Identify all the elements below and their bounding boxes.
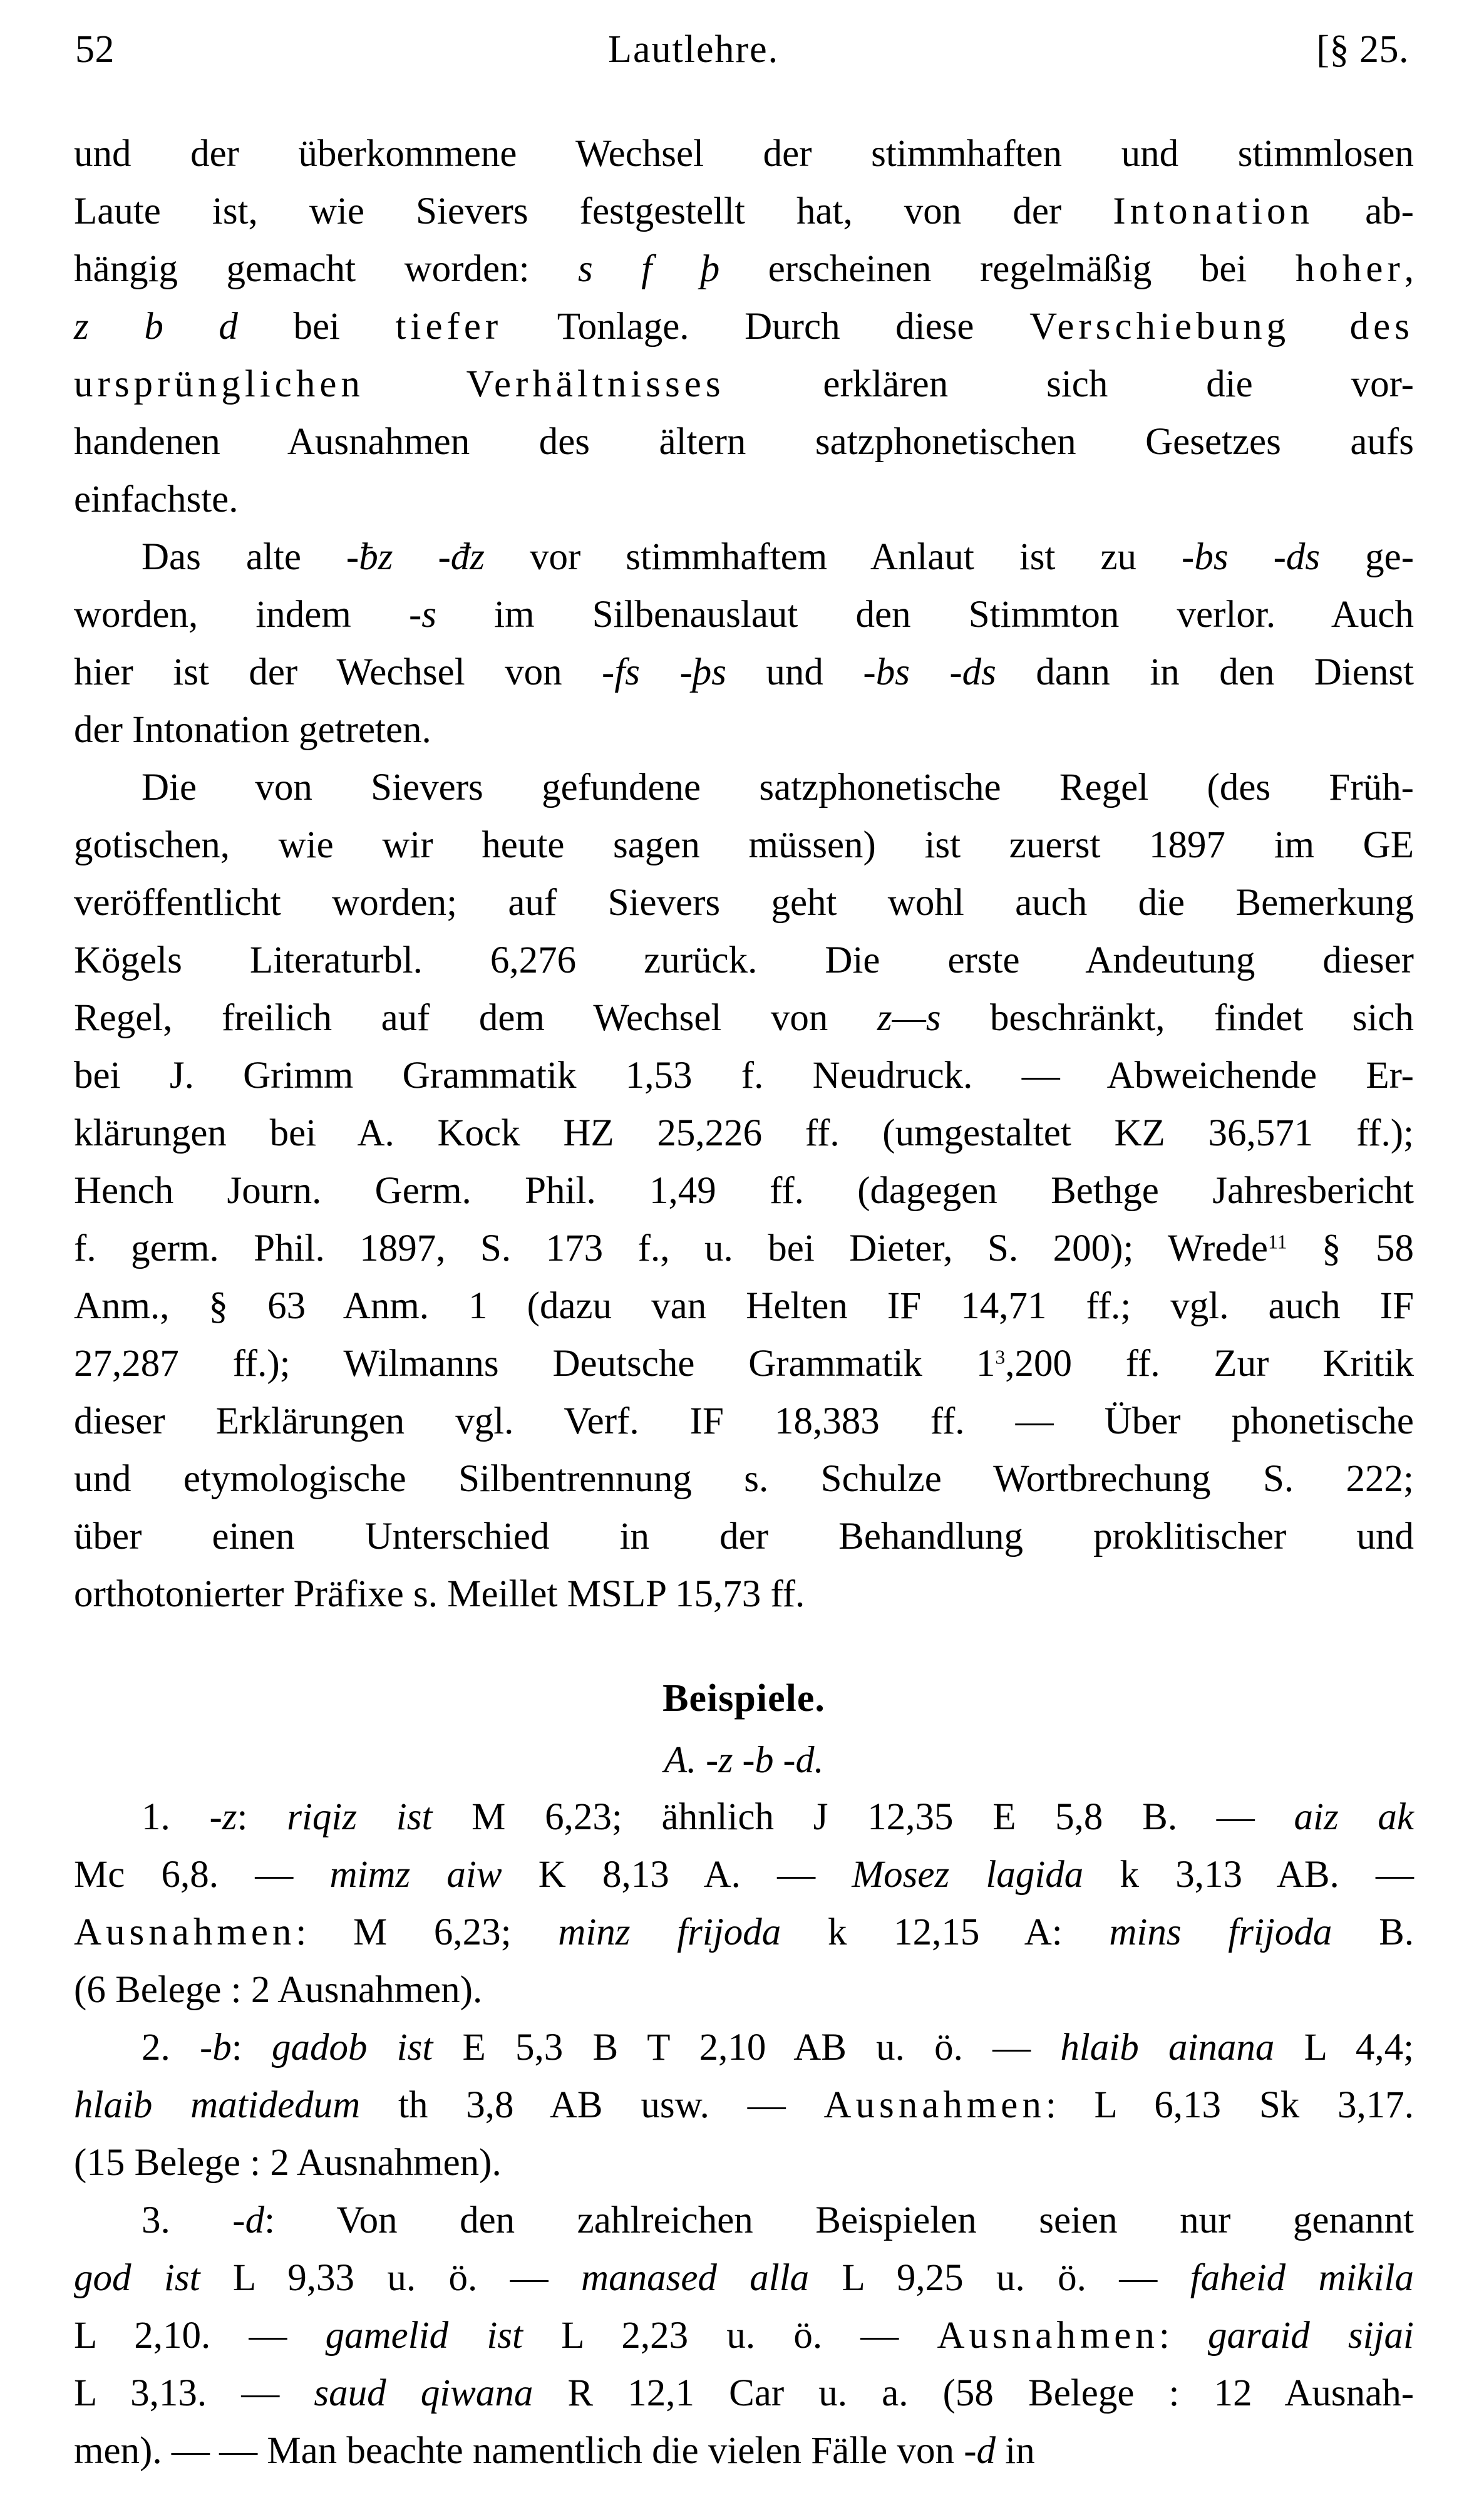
emphasis-spaced: Ausnahmen (937, 2315, 1159, 2357)
text-line: hier ist der Wechsel von -fs -þs und -bs -ds dann in den Dienst (74, 651, 1414, 693)
text-line: veröffentlicht worden; auf Sievers geht wohl auch die Bemerkung (74, 882, 1414, 924)
text-line: (15 Belege : 2 Ausnahmen). (74, 2142, 502, 2184)
phonetic-italic: -s (408, 594, 437, 636)
text-line: orthotonierter Präfixe s. Meillet MSLP 15,73 ff. (74, 1573, 805, 1615)
example-lemma: -b (199, 2027, 232, 2069)
page-folio-number: 52 (75, 28, 115, 71)
text-line: Kögels Literaturbl. 6,276 zurück. Die erste Andeutung dieser (74, 939, 1414, 981)
gothic-form: b matidedum (133, 2084, 361, 2126)
phonetic-italic: z b d (74, 306, 238, 348)
text-line: einfachste. (74, 478, 239, 520)
text-line: L 2,10. — gamelid ist L 2,23 u. ö. — Ausnahmen: garaid sijai (74, 2315, 1414, 2357)
gothic-form: go (74, 2257, 112, 2299)
paragraph-2 (74, 529, 1414, 759)
text-line: hlaib matidedum th 3,8 AB usw. — Ausnahmen: L 6,13 Sk 3,17. (74, 2084, 1414, 2126)
text-line: god ist L 9,33 u. ö. — manased alla L 9,25 u. ö. — faheid mikila (74, 2257, 1414, 2299)
text-line: 2. -b: gadob ist E 5,3 B T 2,10 AB u. ö. — hlaib ainana L 4,4; (142, 2027, 1414, 2069)
text-line: Anm., § 63 Anm. 1 (dazu van Helten IF 14,71 ff.; vgl. auch IF (74, 1285, 1414, 1327)
emphasis-spaced: Intonation (1113, 190, 1314, 232)
text-line: L 3,13. — saud qiwana R 12,1 Car u. a. (58 Belege : 12 Ausnah- (74, 2372, 1414, 2414)
superscript-edition: 3 (995, 1346, 1006, 1368)
text-line: der Intonation getreten. (74, 709, 431, 751)
emphasis-spaced: hoher (1295, 248, 1404, 290)
phonetic-italic: z—s (877, 997, 941, 1039)
phonetic-italic: -bs -ds (863, 651, 996, 693)
gothic-form: gameli (325, 2315, 430, 2357)
example-number: 3. (142, 2199, 170, 2241)
gothic-form: frijoda (1228, 1911, 1332, 1953)
gothic-form: b ist (348, 2027, 433, 2069)
text-line: und etymologische Silbentrennung s. Schulze Wortbrechung S. 222; (74, 1458, 1414, 1500)
text-line: Regel, freilich auf dem Wechsel von z—s beschränkt, findet sich (74, 997, 1414, 1039)
text-line: men). — — Man beachte namentlich die vielen Fälle von -d in (74, 2430, 1035, 2472)
gothic-form: b ainana (1120, 2027, 1275, 2069)
phonetic-italic: -fs -þs (602, 651, 726, 693)
example-item-3 (74, 2192, 1414, 2480)
phonetic-italic: s f þ (578, 248, 720, 290)
text-line: Die von Sievers gefundene satzphonetische Regel (des Früh- (142, 767, 1414, 808)
text-line: f. germ. Phil. 1897, S. 173 f., u. bei Dieter, S. 200); Wrede$^{11}$ § 58 (74, 1227, 1414, 1269)
text-line: dieser Erklärungen vgl. Verf. IF 18,383 ff. — Über phonetische (74, 1400, 1414, 1442)
example-lemma: -z (209, 1796, 237, 1838)
text-line: Mc 6,8. — mimz aiw K 8,13 A. — Mosez lagida k 3,13 AB. — (74, 1854, 1414, 1896)
paragraph-3 (74, 759, 1414, 1623)
gothic-form: hlai (74, 2084, 133, 2126)
emphasis-spaced: Verschiebung des (1029, 306, 1414, 348)
example-item-1 (74, 1789, 1414, 2019)
gothic-form: d ist (429, 2315, 523, 2357)
text-line: Ausnahmen: M 6,23; minz frijoda k 12,15 A: mins frijoda B. (74, 1911, 1414, 1953)
text-line: gotischen, wie wir heute sagen müssen) ist zuerst 1897 im GE (74, 824, 1414, 866)
gothic-form: garaid sijai (1208, 2315, 1414, 2357)
emphasis-spaced: Ausnahmen (74, 1911, 296, 1953)
gothic-form: Mosez lagida (852, 1854, 1084, 1896)
section-heading-beispiele: Beispiele. (662, 1677, 825, 1720)
text-line: klärungen bei A. Kock HZ 25,226 ff. (umgestaltet KZ 36,571 ff.); (74, 1112, 1414, 1154)
gothic-form: manased alla (581, 2257, 810, 2299)
example-lemma: -d (232, 2199, 265, 2241)
text-line: worden, indem -s im Silbenauslaut den Stimmton verlor. Auch (74, 594, 1414, 636)
gothic-form: -d (964, 2430, 996, 2472)
text-line: z b d bei tiefer Tonlage. Durch diese Verschiebung des (74, 306, 1414, 348)
text-line: 3. -d: Von den zahlreichen Beispielen seien nur genannt (142, 2199, 1414, 2241)
example-number: 1. (142, 1796, 170, 1838)
text-line: Hench Journ. Germ. Phil. 1,49 ff. (dagegen Bethge Jahresbericht (74, 1170, 1414, 1212)
gothic-form: riqiz ist (287, 1796, 433, 1838)
gothic-form: hlai (1060, 2027, 1120, 2069)
emphasis-spaced: Ausnahmen (823, 2084, 1046, 2126)
phonetic-italic: -ƀz -đz (346, 536, 485, 578)
example-number: 2. (142, 2027, 170, 2069)
text-line: und der überkommene Wechsel der stimmhaften und stimmlosen (74, 133, 1414, 175)
text-line: 27,287 ff.); Wilmanns Deutsche Grammatik $1^3,200$ ff. Zur Kritik (74, 1343, 1414, 1385)
text-line: Das alte -ƀz -đz vor stimmhaftem Anlaut ist zu -bs -ds ge- (142, 536, 1414, 578)
gothic-form: mins (1109, 1911, 1182, 1953)
text-line: bei J. Grimm Grammatik 1,53 f. Neudruck. — Abweichende Er- (74, 1055, 1414, 1097)
superscript-edition: 11 (1267, 1231, 1287, 1253)
section-marker: [§ 25. (1316, 28, 1409, 71)
text-line: über einen Unterschied in der Behandlung proklitischer und (74, 1516, 1414, 1557)
text-line: ursprünglichen Verhältnisses erklären sich die vor- (74, 363, 1414, 405)
text-line: Laute ist, wie Sievers festgestellt hat, von der Intonation ab- (74, 190, 1414, 232)
gothic-form: minz frijoda (558, 1911, 781, 1953)
running-title: Lautlehre. (608, 28, 780, 71)
text-line: (6 Belege : 2 Ausnahmen). (74, 1969, 483, 2011)
gothic-form: d ist (112, 2257, 200, 2299)
text-line: hängig gemacht worden: s f þ erscheinen regelmäßig bei hoher, (74, 248, 1414, 290)
text-line: handenen Ausnahmen des ältern satzphonetischen Gesetzes aufs (74, 421, 1414, 463)
phonetic-italic: -bs -ds (1182, 536, 1321, 578)
gothic-form: aiz ak (1294, 1796, 1414, 1838)
text-line: 1. -z: riqiz ist M 6,23; ähnlich J 12,35 E 5,8 B. — aiz ak (142, 1796, 1414, 1838)
gothic-form: saud qiwana (314, 2372, 533, 2414)
emphasis-spaced: ursprünglichen Verhältnisses (74, 363, 725, 405)
text-block (74, 125, 1414, 2480)
subsection-heading-a: A. -z -b -d. (664, 1739, 824, 1780)
paragraph-1 (74, 125, 1414, 529)
emphasis-spaced: tiefer (395, 306, 503, 348)
example-item-2 (74, 2019, 1414, 2192)
running-head (75, 30, 1409, 86)
gothic-form: mimz aiw (329, 1854, 502, 1896)
gothic-form: gado (271, 2027, 348, 2069)
gothic-form: faheid mikila (1190, 2257, 1414, 2299)
